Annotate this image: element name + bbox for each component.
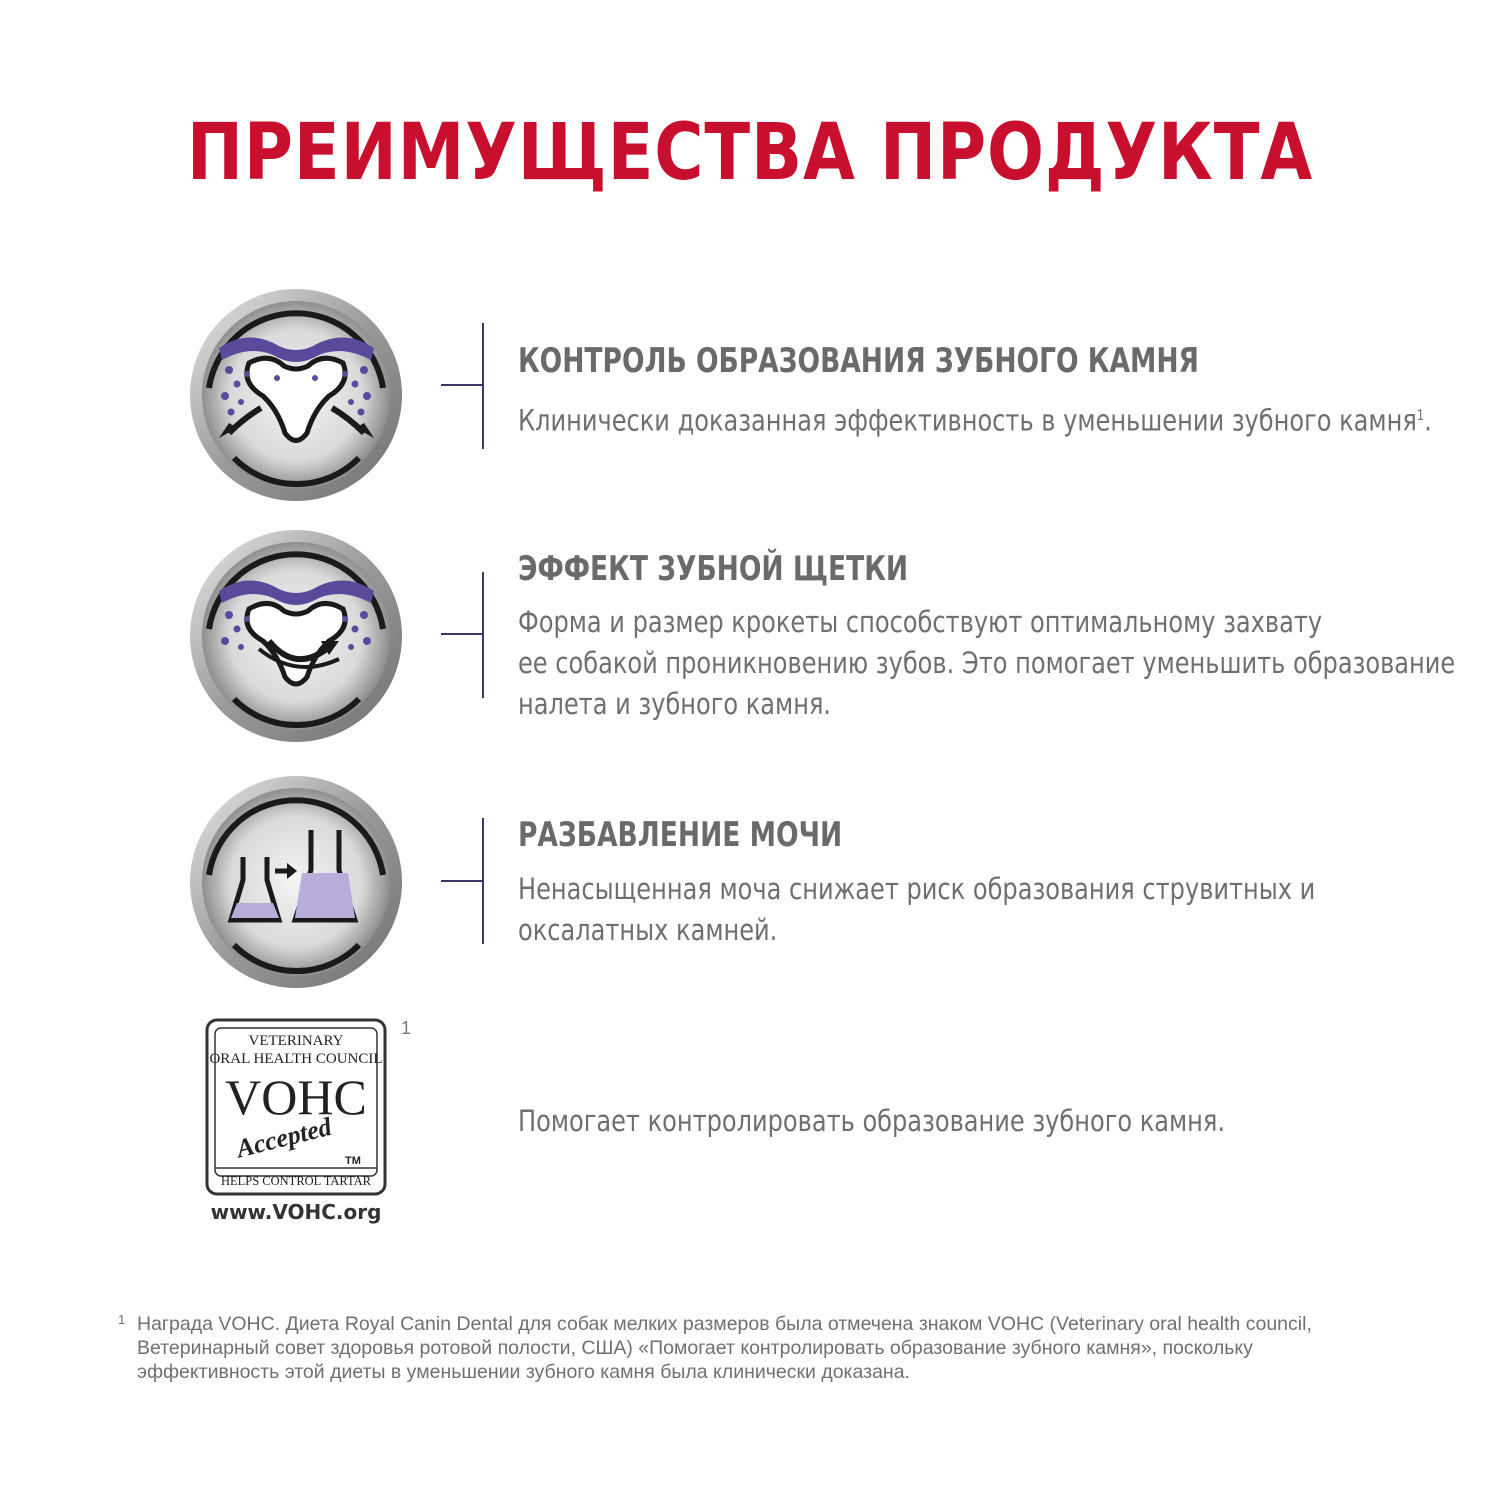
connector-line xyxy=(482,818,484,944)
tooth-tartar-icon xyxy=(189,288,404,503)
footnote-text: Награда VOHC. Диета Royal Canin Dental для собак мелких размеров была отмечена знаком VOHC (Veterinary oral health council, Ветеринарный совет здоровья ротовой полости, США) «Помогает контролировать образование зубного камня», поскольку эффективность этой диеты в уменьшении зубного камня была клинически доказана. xyxy=(137,1313,1312,1383)
svg-text:VETERINARY: VETERINARY xyxy=(248,1033,344,1049)
benefit-description-line: ее собакой проникновению зубов. Это помогает уменьшить образование xyxy=(518,646,1456,680)
benefit-description-line: Ненасыщенная моча снижает риск образования струвитных и xyxy=(518,872,1316,906)
connector-line xyxy=(441,880,483,882)
svg-text:HELPS CONTROL TARTAR: HELPS CONTROL TARTAR xyxy=(220,1174,372,1188)
page-title: ПРЕИМУЩЕСТВА ПРОДУКТА xyxy=(186,108,1314,198)
svg-text:Accepted: Accepted xyxy=(233,1111,335,1164)
footnote-ref: 1 xyxy=(1416,408,1425,424)
benefit-heading: ЭФФЕКТ ЗУБНОЙ ЩЕТКИ xyxy=(518,549,909,589)
vohc-description: Помогает контролировать образование зубного камня. xyxy=(518,1104,1226,1138)
connector-line xyxy=(482,323,484,449)
connector-line xyxy=(441,633,483,635)
connector-line xyxy=(482,572,484,698)
footnote-mark: 1 xyxy=(118,1312,126,1327)
tooth-brush-effect-icon xyxy=(189,529,404,744)
vohc-url: www.VOHC.org xyxy=(210,1200,382,1224)
svg-text:ORAL HEALTH COUNCIL: ORAL HEALTH COUNCIL xyxy=(209,1051,383,1067)
footnote-ref: 1 xyxy=(401,1018,412,1038)
benefit-description: Клинически доказанная эффективность в уменьшении зубного камня$^1$. xyxy=(518,403,1432,438)
vohc-seal-logo xyxy=(205,1018,387,1196)
benefit-heading: РАЗБАВЛЕНИЕ МОЧИ xyxy=(518,815,843,855)
benefit-description-line: налета и зубного камня. xyxy=(518,687,832,721)
connector-line xyxy=(441,384,483,386)
svg-text:VOHC: VOHC xyxy=(225,1069,367,1125)
benefit-description-line: Форма и размер крокеты способствуют оптимальному захвату xyxy=(518,605,1323,639)
benefit-description-line: оксалатных камней. xyxy=(518,913,778,947)
benefit-heading: КОНТРОЛЬ ОБРАЗОВАНИЯ ЗУБНОГО КАМНЯ xyxy=(518,341,1199,381)
svg-text:TM: TM xyxy=(345,1155,361,1167)
urine-dilution-flask-icon xyxy=(189,775,404,990)
